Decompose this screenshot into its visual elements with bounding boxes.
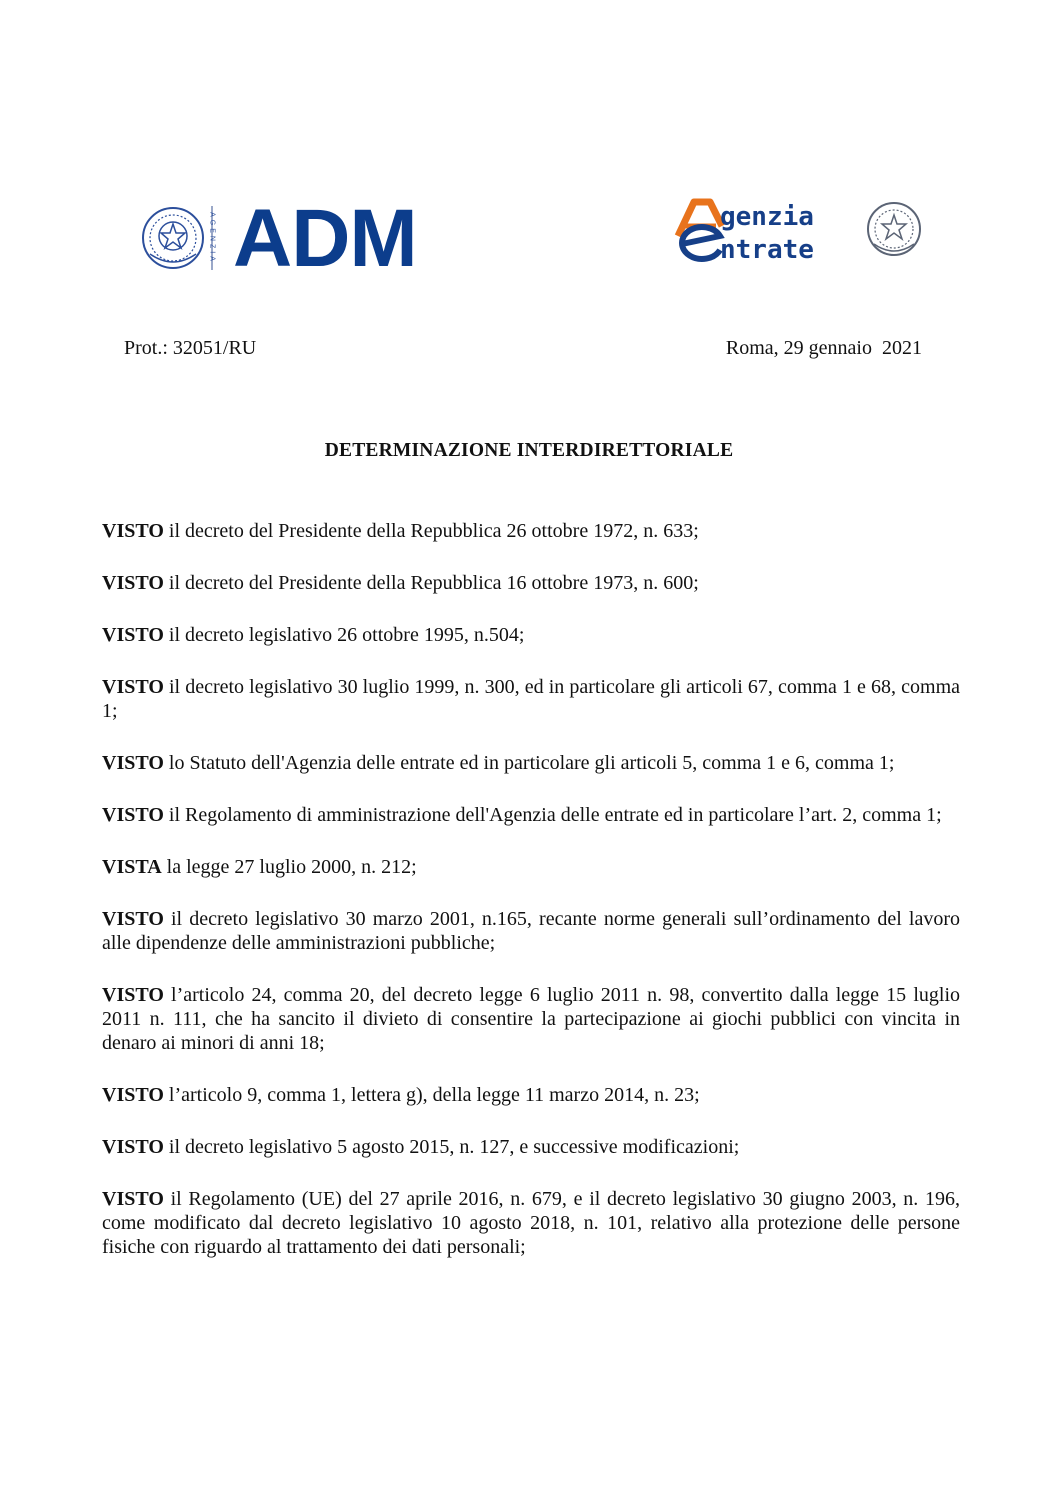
paragraph-lead: VISTO bbox=[102, 804, 164, 826]
adm-logo-vertical-text: AGENZIA bbox=[208, 212, 216, 264]
adm-logo-text: ADM bbox=[233, 193, 417, 284]
paragraph-lead: VISTO bbox=[102, 984, 164, 1006]
visto-paragraph bbox=[102, 1083, 960, 1107]
paragraph-lead: VISTO bbox=[102, 624, 164, 646]
visto-paragraph bbox=[102, 803, 960, 827]
vista-paragraph bbox=[102, 855, 960, 879]
paragraph-text: il Regolamento (UE) del 27 aprile 2016, n. 679, e il decreto legislativo 30 giugno 2003, n. 196, come modificato dal decreto legislativo 10 agosto 2018, n. 101, relativo alla protezione delle persone fisiche con riguardo al trattamento dei dati personali; bbox=[102, 1188, 960, 1258]
visto-paragraph bbox=[102, 751, 960, 775]
paragraph-lead: VISTO bbox=[102, 1188, 164, 1210]
paragraph-text: il decreto legislativo 30 luglio 1999, n. 300, ed in particolare gli articoli 67, comma 1 e 68, comma 1; bbox=[102, 676, 960, 722]
visto-paragraph bbox=[102, 1187, 960, 1259]
italian-republic-emblem-icon bbox=[866, 200, 922, 258]
protocol-number: Prot.: 32051/RU bbox=[124, 337, 257, 359]
paragraph-text: l’articolo 9, comma 1, lettera g), della legge 11 marzo 2014, n. 23; bbox=[163, 1084, 700, 1106]
place-date: Roma, 29 gennaio 2021 bbox=[725, 337, 922, 359]
paragraph-text: lo Statuto dell'Agenzia delle entrate ed in particolare gli articoli 5, comma 1 e 6, comma 1; bbox=[163, 752, 895, 774]
paragraph-text: la legge 27 luglio 2000, n. 212; bbox=[161, 856, 417, 878]
visto-paragraph bbox=[102, 907, 960, 955]
paragraph-lead: VISTO bbox=[102, 572, 164, 594]
paragraph-lead: VISTO bbox=[102, 752, 164, 774]
paragraph-lead: VISTO bbox=[102, 1084, 164, 1106]
paragraph-text: il decreto legislativo 26 ottobre 1995, n.504; bbox=[163, 624, 525, 646]
paragraph-text: l’articolo 24, comma 20, del decreto legge 6 luglio 2011 n. 98, convertito dalla legge 15 luglio 2011 n. 111, che ha sancito il divieto di consentire la partecipazione ai giochi pubblici con vincita in denaro ai minori di anni 18; bbox=[102, 984, 960, 1054]
visto-paragraph bbox=[102, 675, 960, 723]
document-body bbox=[102, 519, 960, 1287]
paragraph-lead: VISTO bbox=[102, 520, 164, 542]
paragraph-text: il decreto del Presidente della Repubblica 26 ottobre 1972, n. 633; bbox=[163, 520, 699, 542]
adm-logo bbox=[140, 193, 440, 284]
paragraph-lead: VISTO bbox=[102, 908, 164, 930]
paragraph-text: il Regolamento di amministrazione dell'Agenzia delle entrate ed in particolare l’art. 2, comma 1; bbox=[163, 804, 942, 826]
agenzia-entrate-logo bbox=[664, 196, 926, 272]
paragraph-lead: VISTO bbox=[102, 1136, 164, 1158]
paragraph-text: il decreto del Presidente della Repubblica 16 ottobre 1973, n. 600; bbox=[163, 572, 699, 594]
agenzia-entrate-logo-line2: ntrate bbox=[720, 235, 814, 265]
visto-paragraph bbox=[102, 983, 960, 1055]
visto-paragraph bbox=[102, 571, 960, 595]
visto-paragraph bbox=[102, 519, 960, 543]
paragraph-text: il decreto legislativo 5 agosto 2015, n. 127, e successive modificazioni; bbox=[163, 1136, 740, 1158]
paragraph-lead: VISTO bbox=[102, 676, 164, 698]
paragraph-lead: VISTA bbox=[102, 856, 162, 878]
italian-republic-emblem-icon bbox=[140, 204, 206, 272]
agenzia-entrate-logo-line1: genzia bbox=[720, 202, 814, 232]
visto-paragraph bbox=[102, 1135, 960, 1159]
document-title: DETERMINAZIONE INTERDIRETTORIALE bbox=[324, 440, 734, 461]
paragraph-text: il decreto legislativo 30 marzo 2001, n.165, recante norme generali sull’ordinamento del lavoro alle dipendenze delle amministrazioni pubbliche; bbox=[102, 908, 960, 954]
visto-paragraph bbox=[102, 623, 960, 647]
